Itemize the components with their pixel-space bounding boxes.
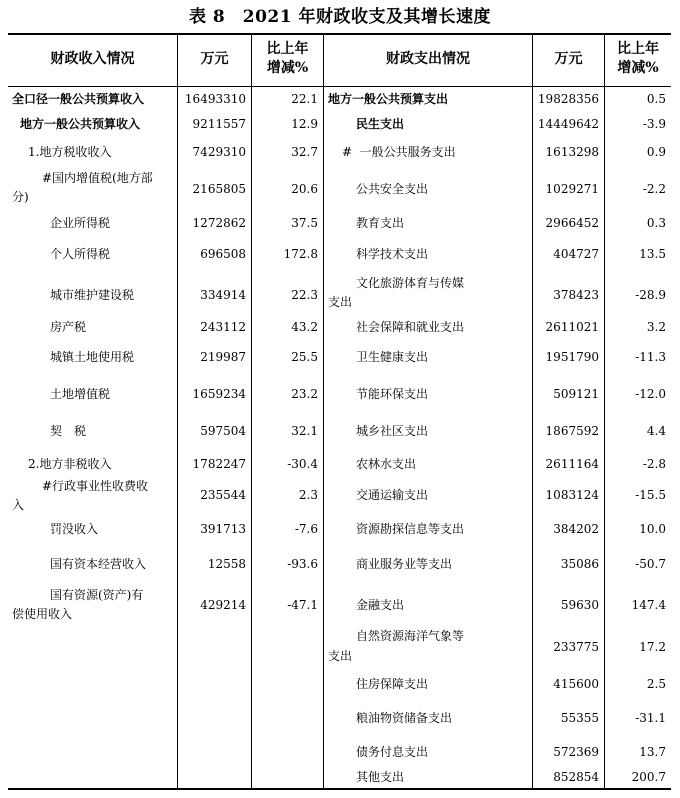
rev-change: -30.4 [287,457,318,471]
rev-change: 22.1 [291,92,318,106]
rev-value: 16493310 [184,92,246,106]
rev-value: 1272862 [192,216,246,230]
exp-change: 2.5 [646,677,666,691]
exp-change: 13.5 [639,247,666,261]
rev-value: 12558 [207,557,246,571]
rev-name: 房产税 [50,320,87,334]
exp-name: 交通运输支出 [356,488,429,502]
rev-name: #行政事业性收费收 [42,479,149,493]
rev-name: #国内增值税(地方部 [42,171,153,185]
exp-name: 城乡社区支出 [356,424,429,438]
exp-value: 852854 [553,770,599,784]
rev-name: 国有资源(资产)有 [50,588,144,602]
rev-name: 国有资本经营收入 [50,557,147,571]
exp-name: 教育支出 [356,216,405,230]
exp-change: -15.5 [635,488,666,502]
exp-name: 卫生健康支出 [356,350,429,364]
exp-change: 0.3 [646,216,666,230]
exp-change: 3.2 [646,320,666,334]
fiscal-table [8,33,671,790]
exp-change: -28.9 [635,288,666,302]
exp-change: -11.3 [635,350,666,364]
rev-value: 1659234 [192,387,246,401]
exp-name: 农林水支出 [356,457,417,471]
exp-name: 文化旅游体育与传媒 [356,276,465,290]
rev-name-cont: 入 [12,498,25,512]
rev-name: 全口径一般公共预算收入 [12,92,145,106]
exp-change: 4.4 [646,424,666,438]
exp-change: -12.0 [635,387,666,401]
rev-value: 334914 [200,288,246,302]
exp-change: 17.2 [639,640,666,654]
exp-value: 1951790 [545,350,599,364]
rev-value: 429214 [200,598,246,612]
exp-value: 14449642 [537,117,599,131]
exp-change: 200.7 [631,770,666,784]
exp-change: -50.7 [635,557,666,571]
rev-change-header-1: 比上年 [266,41,309,57]
table-title: 表 8 2021 年财政收支及其增长速度 [189,7,491,27]
exp-name: 地方一般公共预算支出 [328,92,449,106]
rev-change-header-2: 增减% [266,60,309,76]
exp-change: -31.1 [635,711,666,725]
rev-name: 城市维护建设税 [50,288,135,302]
rev-change: 32.7 [291,145,318,159]
exp-name: 公共安全支出 [356,182,429,196]
exp-name: 其他支出 [356,770,405,784]
bottom-rule [8,788,671,790]
rev-change: 20.6 [291,182,318,196]
rev-change: -7.6 [294,522,318,536]
exp-label-header: 财政支出情况 [386,51,470,67]
exp-change: -2.2 [642,182,666,196]
exp-value: 384202 [553,522,599,536]
exp-name: 债务付息支出 [356,745,429,759]
exp-name: 金融支出 [356,598,405,612]
rev-value: 597504 [200,424,246,438]
rev-value: 391713 [200,522,246,536]
exp-change: 147.4 [631,598,666,612]
rev-value: 7429310 [192,145,246,159]
exp-value: 509121 [553,387,599,401]
exp-name: 粮油物资储备支出 [356,711,453,725]
exp-value: 233775 [553,640,599,654]
exp-value: 572369 [553,745,599,759]
exp-value: 1083124 [545,488,599,502]
exp-value: 2611164 [545,457,599,471]
rev-value: 219987 [200,350,246,364]
exp-value: 2611021 [545,320,599,334]
exp-value: 415600 [553,677,599,691]
rev-change: -93.6 [287,557,318,571]
rev-change: 172.8 [283,247,318,261]
exp-name: 资源勘探信息等支出 [356,522,465,536]
rev-value: 243112 [200,320,246,334]
exp-unit-header: 万元 [554,51,583,67]
rev-name: 罚没收入 [50,522,99,536]
rev-change: 2.3 [298,488,318,502]
exp-change-header-2: 增减% [617,60,659,76]
exp-change: 0.5 [646,92,666,106]
rev-change: -47.1 [287,598,318,612]
exp-value: 378423 [553,288,599,302]
exp-name: 社会保障和就业支出 [356,320,465,334]
rev-change: 25.5 [291,350,318,364]
rev-name-cont: 偿使用收入 [12,607,73,621]
rev-value: 2165805 [192,182,246,196]
exp-change: -3.9 [642,117,666,131]
exp-value: 19828356 [537,92,599,106]
col-divider-center [323,33,324,790]
rev-name: 地方一般公共预算收入 [20,117,141,131]
exp-name: 自然资源海洋气象等 [356,629,465,643]
rev-label-header: 财政收入情况 [50,51,135,67]
rev-value: 9211557 [192,117,246,131]
exp-name: 商业服务业等支出 [356,557,453,571]
exp-value: 1613298 [545,145,599,159]
exp-value: 1867592 [545,424,599,438]
top-rule [8,33,671,35]
rev-value: 1782247 [192,457,246,471]
header-rule [8,86,671,87]
exp-value: 2966452 [545,216,599,230]
rev-value: 235544 [200,488,246,502]
exp-value: 1029271 [545,182,599,196]
exp-value: 404727 [553,247,599,261]
rev-unit-header: 万元 [200,51,229,67]
exp-change: -2.8 [642,457,666,471]
exp-change: 13.7 [639,745,666,759]
rev-value: 696508 [200,247,246,261]
rev-change: 32.1 [291,424,318,438]
exp-name: 节能环保支出 [356,387,429,401]
rev-name: 城镇土地使用税 [50,350,135,364]
exp-change-header-1: 比上年 [617,41,659,57]
exp-value: 55355 [560,711,599,725]
exp-change: 0.9 [646,145,666,159]
rev-change: 23.2 [291,387,318,401]
rev-name: 土地增值税 [50,387,111,401]
exp-name: 民生支出 [356,117,405,131]
exp-name-cont: 支出 [328,649,353,663]
rev-change: 43.2 [291,320,318,334]
exp-name: 住房保障支出 [356,677,429,691]
exp-name: # 一般公共服务支出 [342,145,456,159]
rev-name-cont: 分) [12,190,29,204]
rev-name: 企业所得税 [50,216,111,230]
exp-name: 科学技术支出 [356,247,429,261]
rev-name: 2.地方非税收入 [28,457,112,471]
rev-change: 22.3 [291,288,318,302]
rev-name: 1.地方税收收入 [28,145,112,159]
rev-name: 个人所得税 [50,247,111,261]
rev-change: 37.5 [291,216,318,230]
exp-change: 10.0 [639,522,666,536]
exp-name-cont: 支出 [328,295,353,309]
exp-value: 59630 [560,598,599,612]
rev-name: 契 税 [50,424,87,438]
rev-change: 12.9 [291,117,318,131]
exp-value: 35086 [560,557,599,571]
